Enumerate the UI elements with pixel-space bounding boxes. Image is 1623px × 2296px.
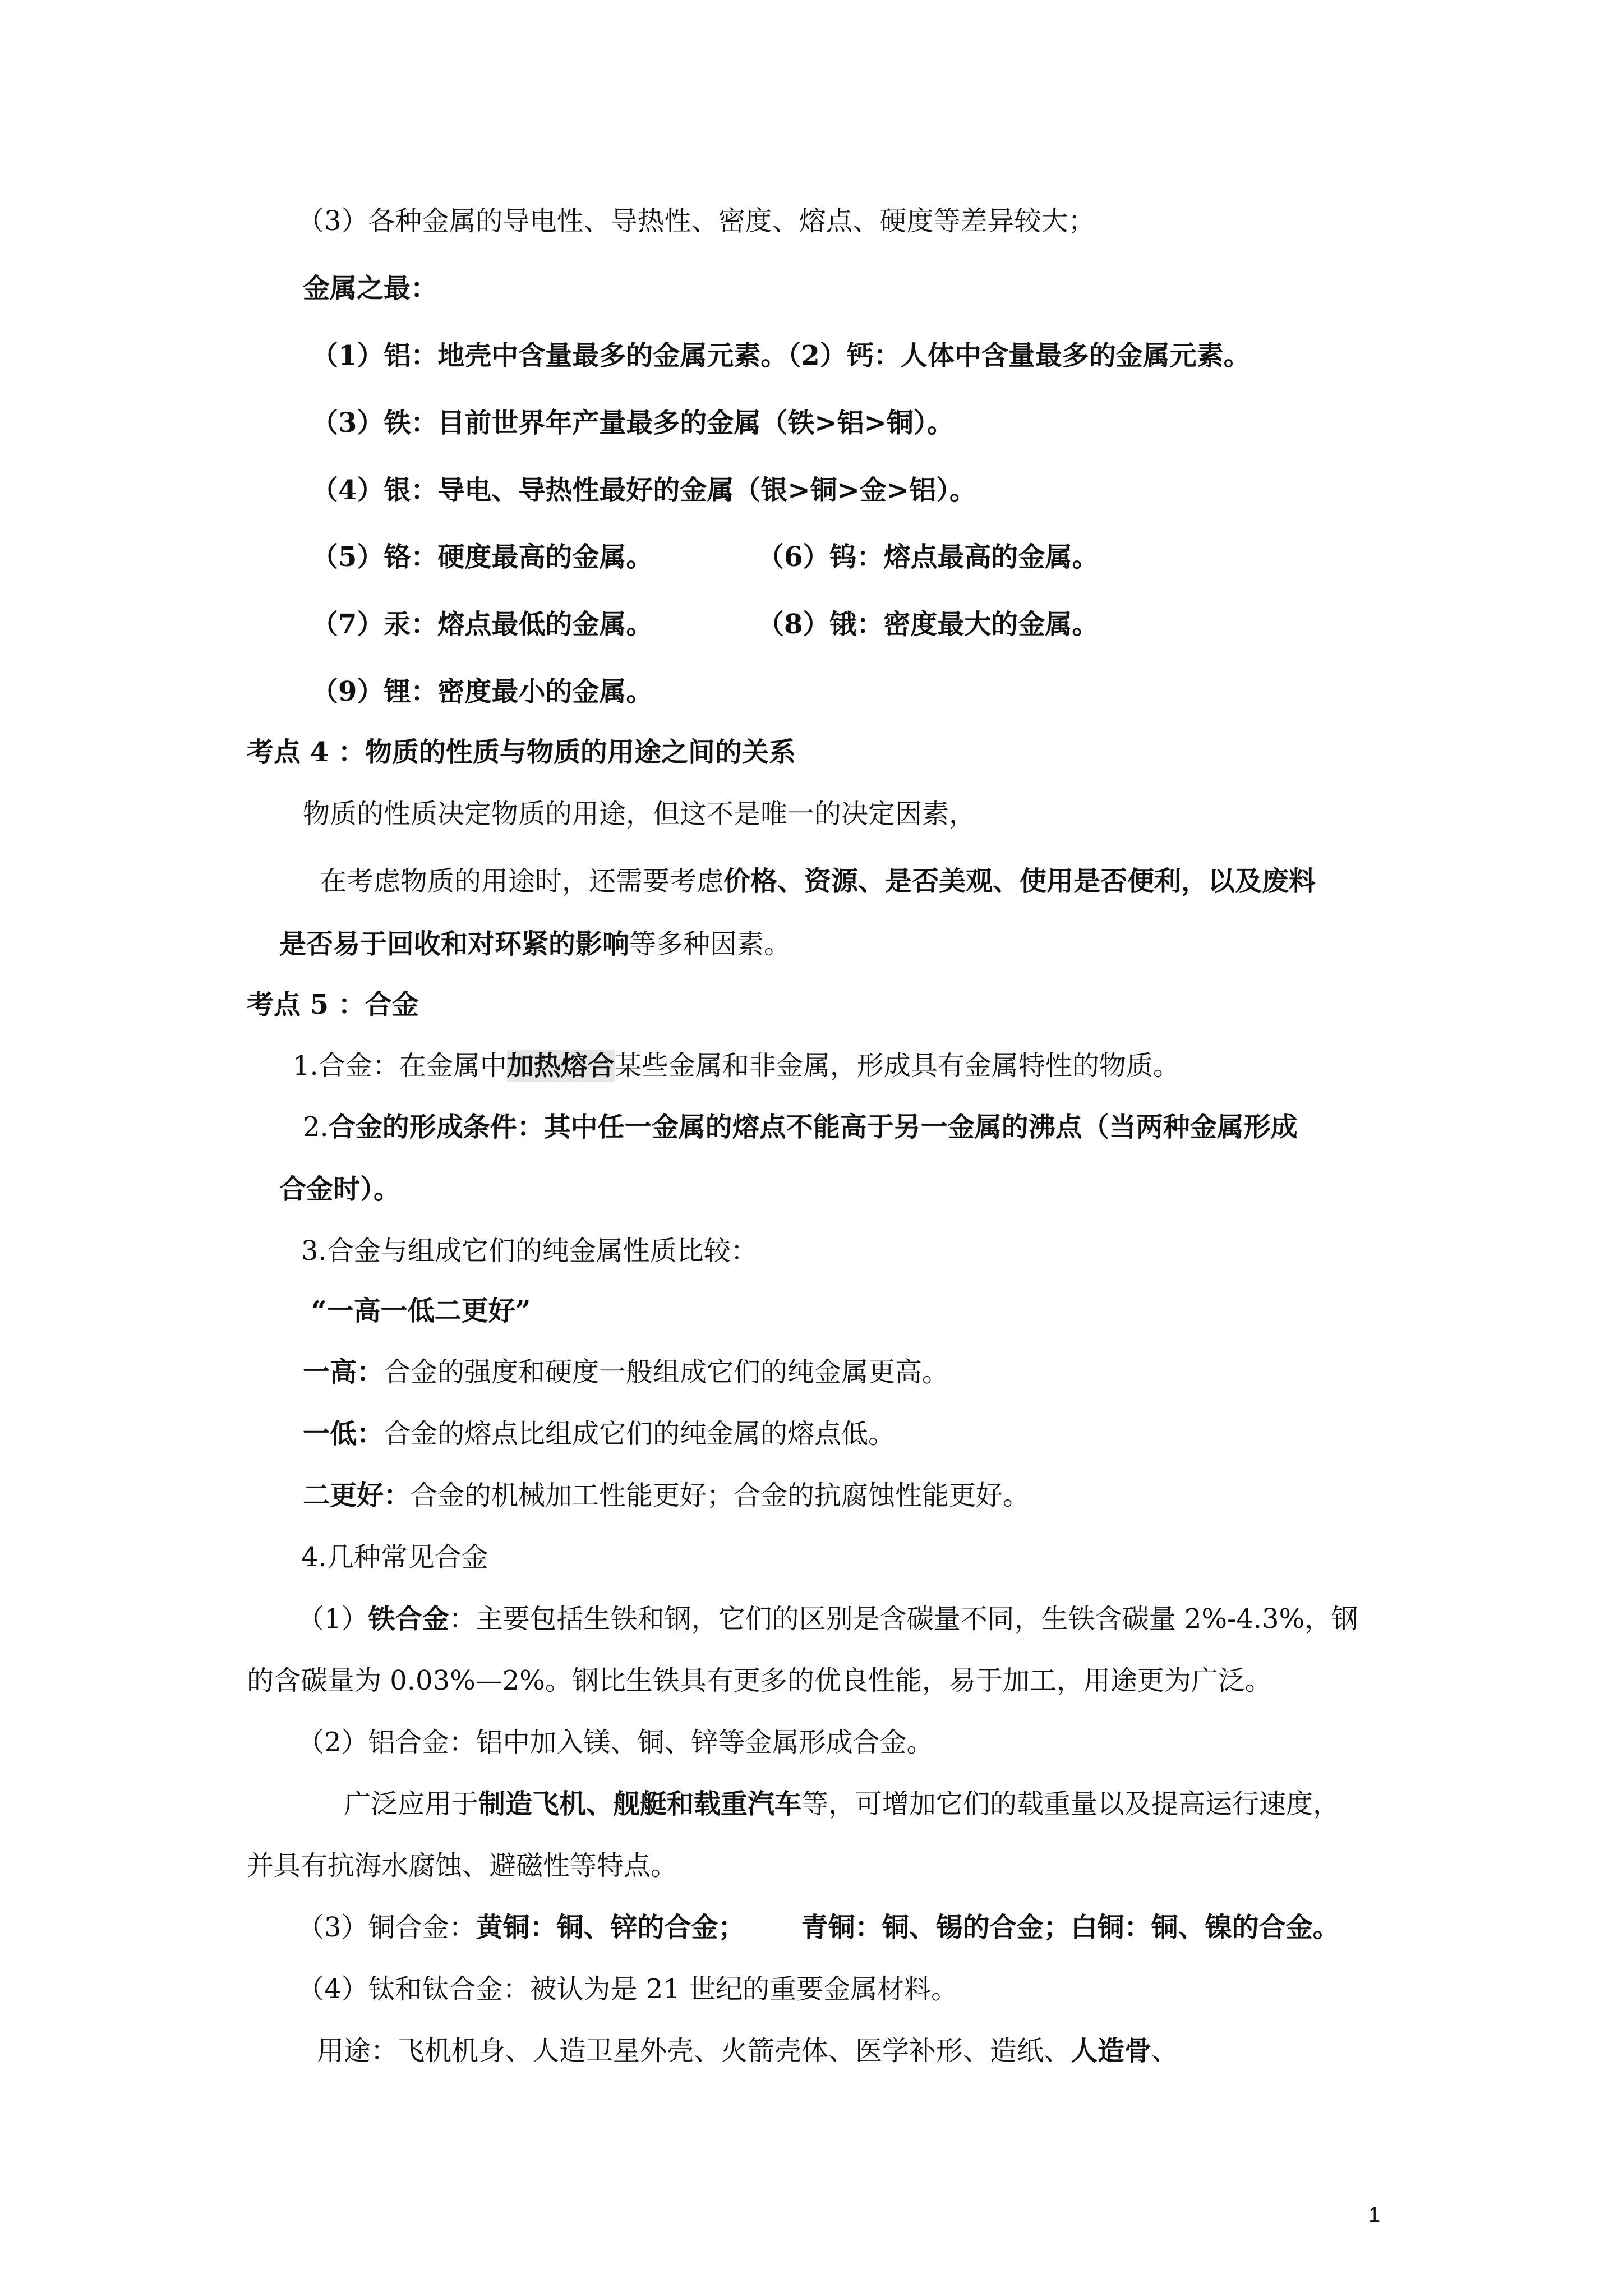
aluminum-alloy-use-cont: 并具有抗海水腐蚀、避磁性等特点。 [247,1850,678,1881]
alloy-better-text: 合金的机械加工性能更好；合金的抗腐蚀性能更好。 [411,1480,1030,1511]
alloy-better-label: 二更好： [303,1480,411,1511]
titanium-use-text: 用途：飞机机身、人造卫星外壳、火箭壳体、医学补形、造纸、 [317,2035,1071,2067]
copper-alloy [297,1907,1340,1948]
titanium-alloy: （4）钛和钛合金：被认为是 21 世纪的重要金属材料。 [297,1973,958,2005]
aluminum-use-bold: 制造飞机、舰艇和载重汽车 [478,1788,802,1820]
superlative-iron: （3）铁：目前世界年产量最多的金属（铁>铝>铜）。 [311,407,954,439]
kaodian4-line-1: 物质的性质决定物质的用途，但这不是唯一的决定因素， [303,798,976,830]
common-alloys-heading: 4.几种常见合金 [301,1542,488,1573]
alloy-high-text: 合金的强度和硬度一般组成它们的纯金属更高。 [384,1356,949,1388]
superlative-calcium: （2）钙：人体中含量最多的金属元素。 [787,340,1251,371]
alloy-definition-text: 1.合金：在金属中 [293,1050,507,1082]
kaodian5-title: 考点 5 ：合金 [247,989,419,1020]
superlative-chromium: （5）铬：硬度最高的金属。 [311,541,653,573]
superlatives-heading: 金属之最： [303,273,438,304]
superlative-silver: （4）银：导电、导热性最好的金属（银>铜>金>铝）。 [311,475,977,506]
alloy-definition [293,1046,1180,1086]
copper-brass: 黄铜：铜、锌的合金； [476,1912,745,1943]
alloy-compare: 3.合金与组成它们的纯金属性质比较： [301,1235,758,1267]
alloy-better [303,1475,1030,1516]
alloy-low-label: 一低： [303,1418,384,1450]
alloy-low-text: 合金的熔点比组成它们的纯金属的熔点低。 [384,1418,896,1450]
superlative-lithium: （9）锂：密度最小的金属。 [311,676,653,707]
iron-alloy-label: 铁合金 [368,1603,449,1635]
kaodian4-line-2-bold: 价格、资源、是否美观、使用是否便利，以及废料 [723,866,1316,897]
copper-cupronickel: 白铜：铜、镍的合金。 [1070,1912,1340,1943]
superlative-tungsten: （6）钨：熔点最高的金属。 [757,541,1099,573]
alloy-condition-text: 合金的形成条件：其中任一金属的熔点不能高于另一金属的沸点（当两种金属形成 [328,1111,1298,1143]
superlative-line-1-2 [311,335,1251,376]
kaodian4-line-3-text: 等多种因素。 [629,928,791,960]
kaodian4-line-2 [320,861,1316,901]
alloy-condition [303,1107,1298,1147]
titanium-use [317,2031,1178,2071]
iron-alloy-line-1 [297,1599,1358,1639]
alloy-condition-cont: 合金时）。 [279,1174,401,1205]
copper-alloy-label: （3）铜合金： [297,1912,476,1943]
titanium-use-bold: 人造骨 [1071,2035,1152,2067]
iron-alloy-number: （1） [297,1603,368,1635]
titanium-use-end: 、 [1151,2035,1179,2067]
alloy-definition-rest: 某些金属和非金属，形成具有金属特性的物质。 [614,1050,1180,1082]
superlative-aluminum: （1）铝：地壳中含量最多的金属元素。 [311,340,788,371]
kaodian4-line-3 [279,924,791,964]
iron-alloy-line-2: 的含碳量为 0.03%—2%。钢比生铁具有更多的优良性能，易于加工，用途更为广泛。 [247,1665,1272,1696]
page-number: 1 [1368,2203,1381,2227]
copper-bronze: 青铜：铜、锡的合金； [801,1912,1071,1943]
kaodian4-line-2-text: 在考虑物质的用途时，还需要考虑 [320,866,724,897]
aluminum-alloy: （2）铝合金：铝中加入镁、铜、锌等金属形成合金。 [297,1727,934,1758]
aluminum-alloy-use [344,1784,1340,1824]
kaodian4-title: 考点 4 ：物质的性质与物质的用途之间的关系 [247,737,796,768]
alloy-definition-highlight: 加热熔合 [506,1050,615,1082]
superlative-osmium: （8）锇：密度最大的金属。 [757,609,1099,640]
kaodian4-line-3-bold: 是否易于回收和对环紧的影响 [279,928,630,960]
aluminum-use-text: 广泛应用于 [344,1788,479,1820]
iron-alloy-text: ：主要包括生铁和钢，它们的区别是含碳量不同，生铁含碳量 2%-4.3%，钢 [449,1603,1359,1635]
superlative-mercury: （7）汞：熔点最低的金属。 [311,609,653,640]
property-difference-line: （3）各种金属的导电性、导热性、密度、熔点、硬度等差异较大； [297,205,1095,237]
alloy-low [303,1414,895,1454]
alloy-condition-number: 2. [303,1111,329,1143]
aluminum-use-rest: 等，可增加它们的载重量以及提高运行速度， [801,1788,1340,1820]
alloy-high-label: 一高： [303,1356,384,1388]
alloy-motto: “一高一低二更好” [311,1295,531,1327]
alloy-high [303,1352,949,1392]
